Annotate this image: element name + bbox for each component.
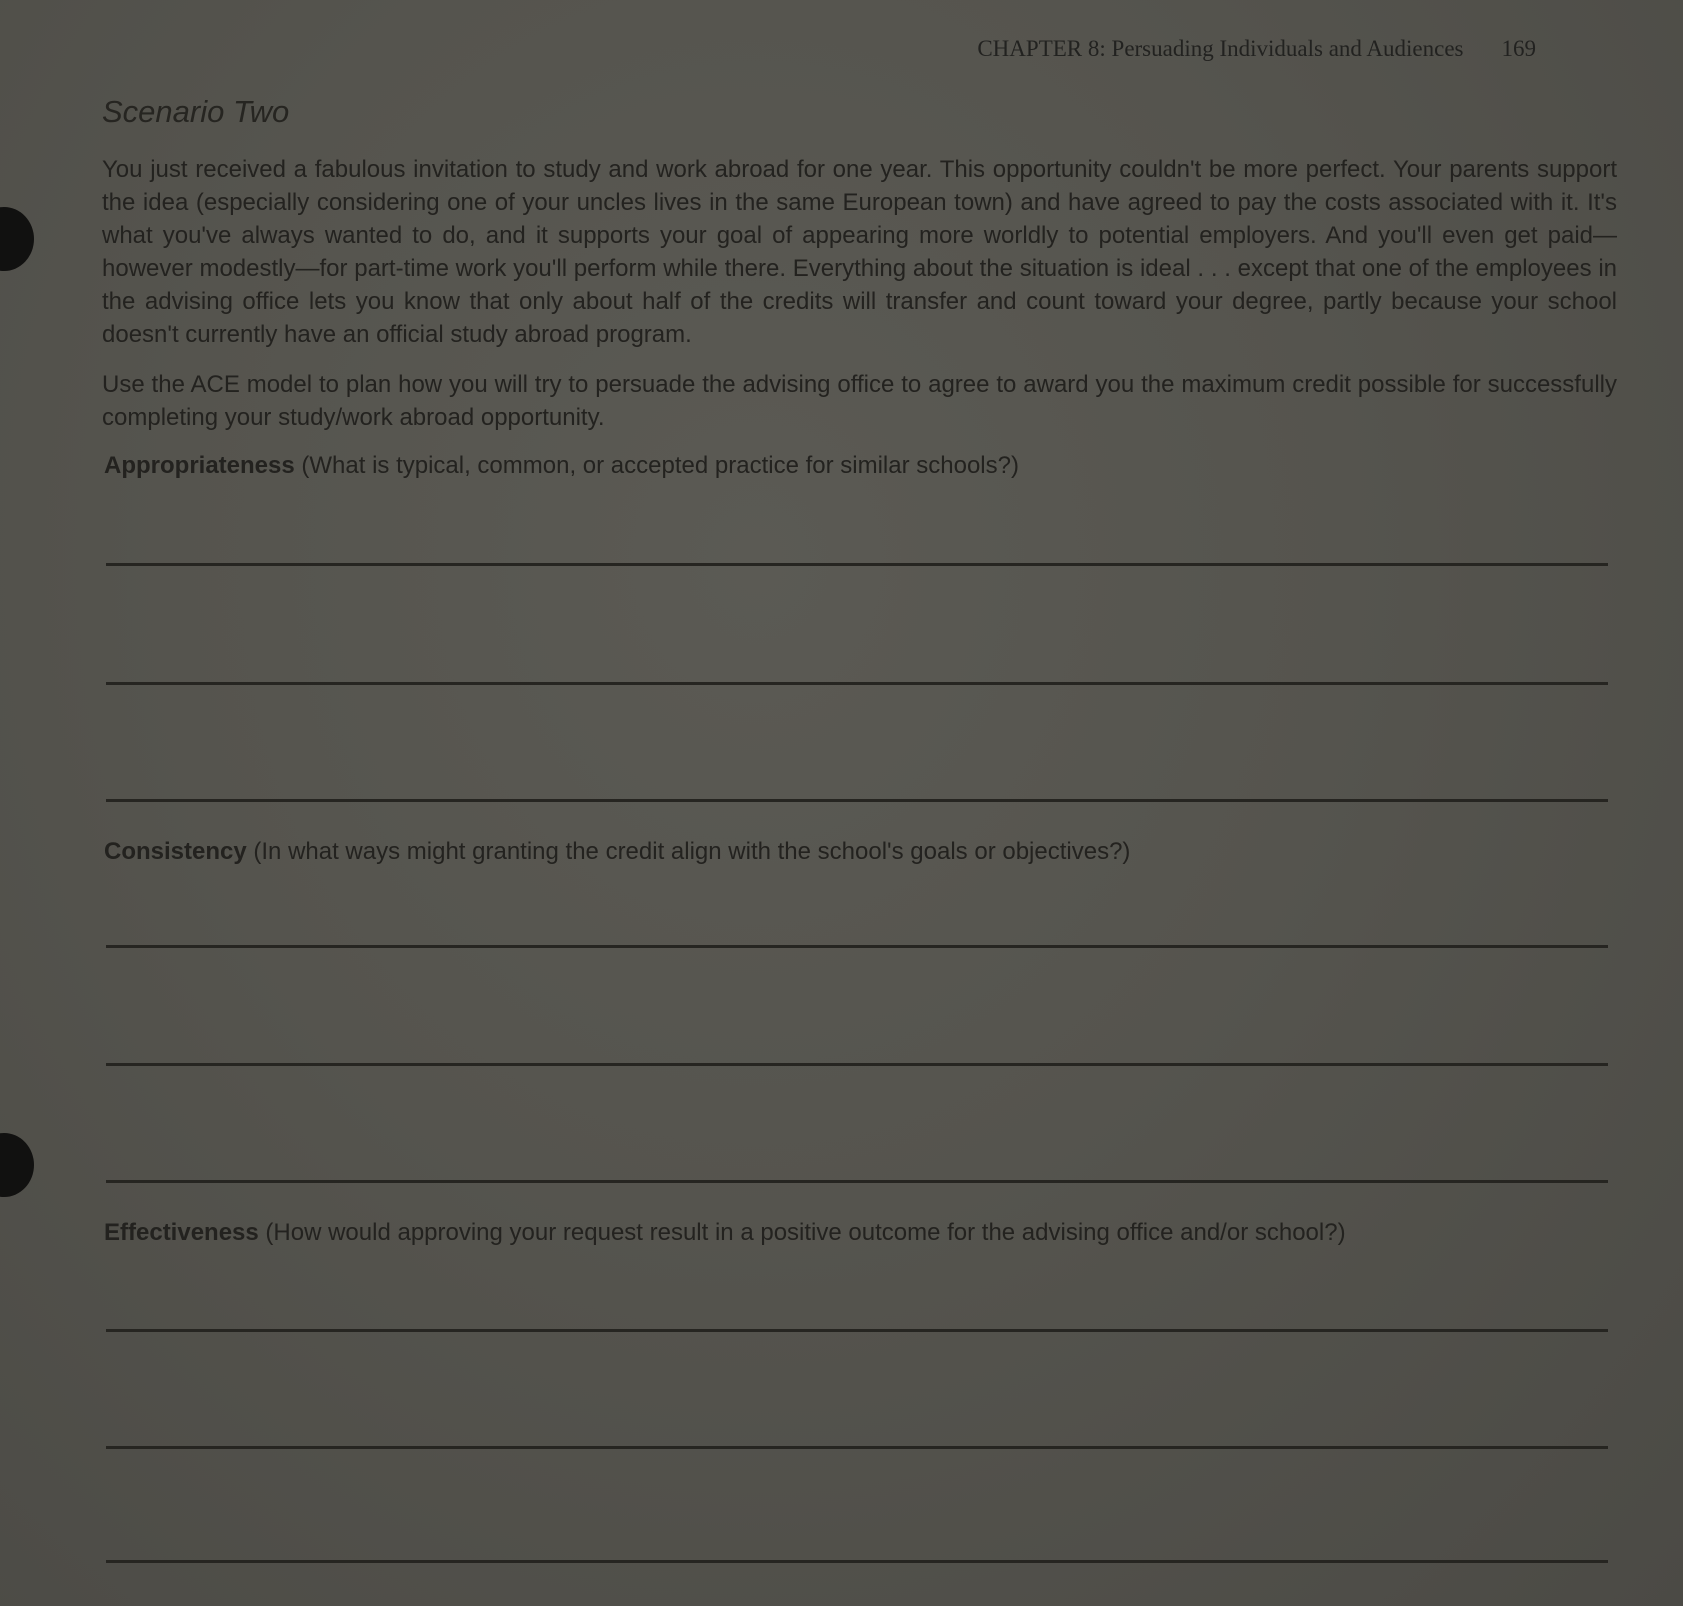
effectiveness-question: (How would approving your request result in a positive outcome for the advising office and/or school?) [265, 1219, 1346, 1246]
answer-line[interactable] [106, 563, 1608, 566]
answer-line[interactable] [106, 1180, 1608, 1183]
appropriateness-term: Appropriateness [104, 452, 295, 479]
consistency-prompt [104, 838, 1619, 866]
appropriateness-question: (What is typical, common, or accepted practice for similar schools?) [301, 452, 1019, 479]
instruction-paragraph: Use the ACE model to plan how you will try to persuade the advising office to agree to award you the maximum credit possible for successfully completing your study/work abroad opportunity. [102, 371, 1617, 431]
answer-line[interactable] [106, 682, 1608, 685]
scenario-paragraph: You just received a fabulous invitation to study and work abroad for one year. This opportunity couldn't be more perfect. Your parents support the idea (especially considering one of your uncles lives in the same European town) and have agreed to pay the costs associated with it. It's what you've always wanted to do, and it supports your goal of appearing more worldly to potential employers. And you'll even get paid—however modestly—for part-time work you'll perform while there. Everything about the situation is ideal . . . except that one of the employees in the advising office lets you know that only about half of the credits will transfer and count toward your degree, partly because your school doesn't currently have an official study abroad program. [102, 156, 1617, 348]
consistency-question: (In what ways might granting the credit align with the school's goals or objectives?) [253, 838, 1131, 865]
answer-line[interactable] [106, 1063, 1608, 1066]
effectiveness-prompt [104, 1219, 1619, 1247]
answer-line[interactable] [106, 1329, 1608, 1332]
scenario-title: Scenario Two [102, 94, 290, 129]
effectiveness-term: Effectiveness [104, 1219, 259, 1246]
binder-hole [0, 1133, 34, 1197]
appropriateness-prompt [104, 452, 1619, 480]
answer-line[interactable] [106, 1560, 1608, 1563]
answer-line[interactable] [106, 945, 1608, 948]
consistency-term: Consistency [104, 838, 247, 865]
running-head-text: CHAPTER 8: Persuading Individuals and Audiences [977, 36, 1464, 61]
binder-hole [0, 207, 34, 271]
page-number: 169 [1501, 36, 1536, 61]
answer-line[interactable] [106, 1446, 1608, 1449]
running-header [977, 36, 1536, 62]
answer-line[interactable] [106, 799, 1608, 802]
